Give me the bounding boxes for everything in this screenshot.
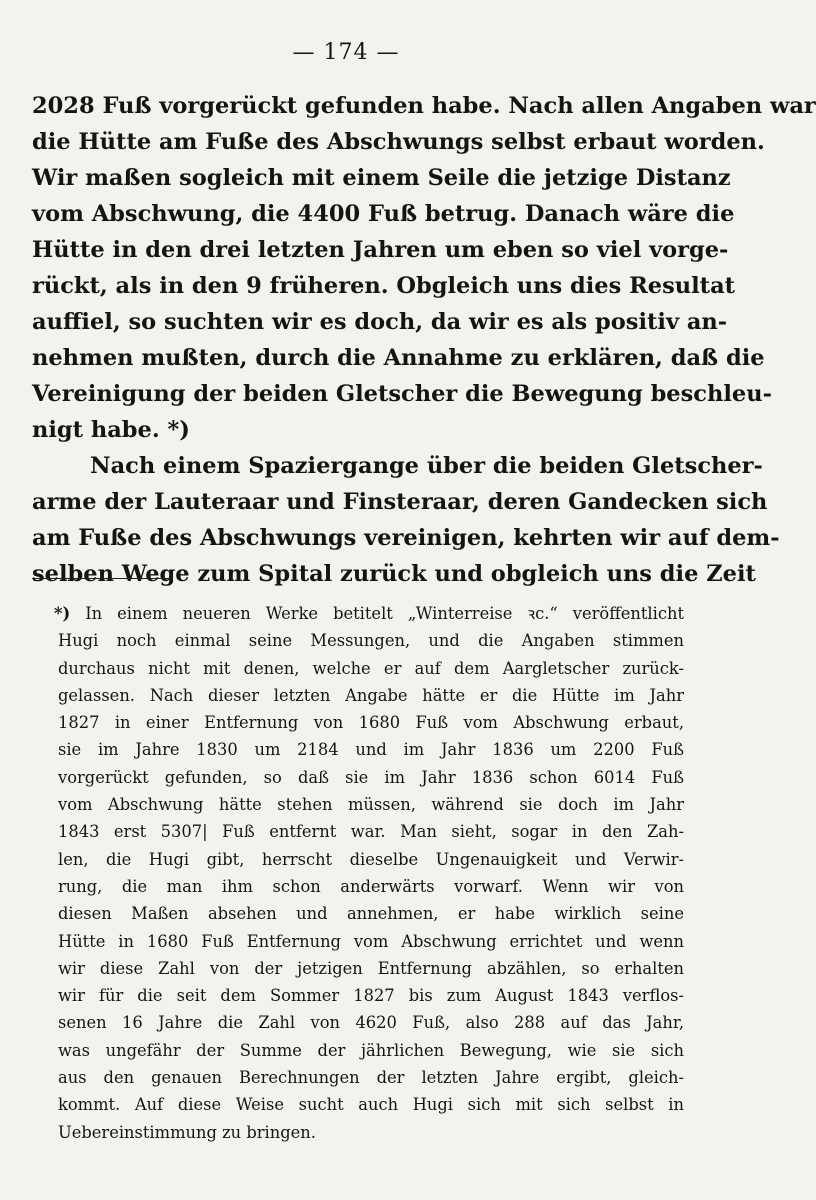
footnote-line: senen 16 Jahre die Zahl von 4620 Fuß, also 288 auf das Jahr, [58, 1013, 684, 1033]
footnote-divider [32, 578, 172, 579]
footnote-line: durchaus nicht mit denen, welche er auf dem Aargletscher zurück- [58, 658, 684, 678]
footnote-line: diesen Maßen absehen und annehmen, er habe wirklich seine [58, 904, 684, 924]
page-number: — 174 — [292, 40, 400, 65]
footnote-line: Uebereinstimmung zu bringen. [58, 1122, 316, 1142]
footnote-line: wir diese Zahl von der jetzigen Entfernung abzählen, so erhalten [58, 958, 684, 978]
text-line: nehmen mußten, durch die Annahme zu erklären, daß die [32, 345, 765, 371]
text-line: vom Abschwung, die 4400 Fuß betrug. Danach wäre die [32, 201, 735, 227]
footnote-line: aus den genauen Berechnungen der letzten Jahre ergibt, gleich- [58, 1068, 684, 1088]
footnote-line: vorgerückt gefunden, so daß sie im Jahr 1836 schon 6014 Fuß [58, 767, 684, 787]
text-line: arme der Lauteraar und Finsteraar, deren Gandecken sich [32, 489, 768, 515]
footnote-line: wir für die seit dem Sommer 1827 bis zum August 1843 verflos- [58, 986, 684, 1006]
footnote-line: 1827 in einer Entfernung von 1680 Fuß vom Abschwung erbaut, [58, 713, 684, 733]
footnote-line [54, 600, 684, 627]
text-line: rückt, als in den 9 früheren. Obgleich uns dies Resultat [32, 273, 736, 299]
footnote-line: was ungefähr der Summe der jährlichen Bewegung, wie sie sich [58, 1040, 684, 1060]
footnote-line: gelassen. Nach dieser letzten Angabe hätte er die Hütte im Jahr [58, 685, 684, 705]
footnote-line: kommt. Auf diese Weise sucht auch Hugi sich mit sich selbst in [58, 1095, 684, 1115]
text-line: 2028 Fuß vorgerückt gefunden habe. Nach allen Angaben war [32, 93, 816, 119]
text-line: selben Wege zum Spital zurück und obgleich uns die Zeit [32, 561, 756, 587]
footnote-first-line-text: In einem neueren Werke betitelt „Winterreise ꝛc.“ veröffentlicht [85, 604, 684, 623]
text-line: Nach einem Spaziergange über die beiden Gletscher- [90, 453, 763, 479]
footnote-line: Hugi noch einmal seine Messungen, und die Angaben stimmen [58, 631, 684, 651]
footnote-line: len, die Hugi gibt, herrscht dieselbe Ungenauigkeit und Verwir- [58, 849, 684, 869]
text-line: Vereinigung der beiden Gletscher die Bewegung beschleu- [32, 381, 772, 407]
text-line: nigt habe. *) [32, 417, 190, 443]
text-line: auffiel, so suchten wir es doch, da wir es als positiv an- [32, 309, 728, 335]
text-line: am Fuße des Abschwungs vereinigen, kehrten wir auf dem- [32, 525, 780, 551]
footnote-line: 1843 erst 5307| Fuß entfernt war. Man sieht, sogar in den Zah- [58, 822, 684, 842]
footnote-line: sie im Jahre 1830 um 2184 und im Jahr 1836 um 2200 Fuß [58, 740, 684, 760]
footnote-line: vom Abschwung hätte stehen müssen, während sie doch im Jahr [58, 795, 684, 815]
footnote-marker: *) [54, 604, 71, 623]
text-line: Hütte in den drei letzten Jahren um eben so viel vorge- [32, 237, 729, 263]
footnote-line: Hütte in 1680 Fuß Entfernung vom Abschwung errichtet und wenn [58, 931, 684, 951]
main-text [32, 88, 816, 592]
text-line: die Hütte am Fuße des Abschwungs selbst erbaut worden. [32, 129, 765, 155]
footnote-line: rung, die man ihm schon anderwärts vorwarf. Wenn wir von [58, 876, 684, 896]
footnote [54, 600, 684, 1146]
text-line: Wir maßen sogleich mit einem Seile die jetzige Distanz [32, 165, 731, 191]
